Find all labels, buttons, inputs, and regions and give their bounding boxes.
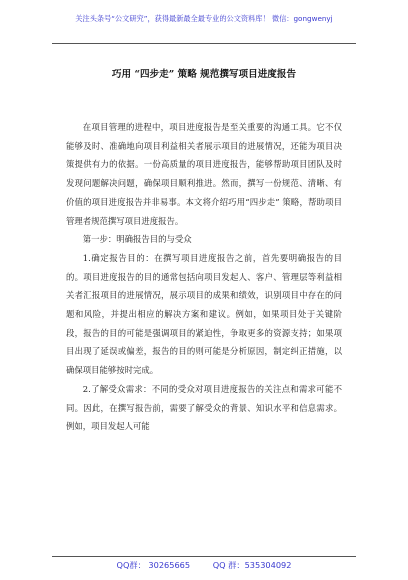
document-title: 巧用 “四步走” 策略 规范撰写项目进度报告 (111, 69, 297, 80)
footer-divider (52, 556, 356, 557)
point-one-paragraph: 1.确定报告目的：在撰写项目进度报告之前，首先要明确报告的目的。项目进度报告的目的通常包括向项目发起人、客户、管理层等利益相关者汇报项目的进展情况，展示项目的成果和绩效，识别项目中存在的问题和风险，并提出相应的解决方案和建议。例如，如果项目处于关键阶段，报告的目的可能是强调项目的紧迫性，争取更多的资源支持；如果项目出现了延误或偏差，报告的目的则可能是分析原因，制定纠正措施，以确保项目能够按时完成。 (66, 252, 342, 376)
footer-qq-group-2: QQ 群：535304092 (212, 560, 292, 570)
step-one-heading: 第一步：明确报告目的与受众 (82, 234, 192, 245)
footer-qq-group-1: QQ群： 30265665 (116, 560, 191, 570)
document-body (66, 118, 342, 436)
header-promo-text: 关注头条号“公文研究”，获得最新最全最专业的公文资料库！ 微信：gongwenyj (75, 14, 333, 23)
intro-paragraph: 在项目管理的进程中，项目进度报告是至关重要的沟通工具。它不仅能够及时、准确地向项目利益相关者展示项目的进展情况，还能为项目决策提供有力的依据。一份高质量的项目进度报告，能够帮助项目团队及时发现问题解决问题，确保项目顺利推进。然而，撰写一份规范、清晰、有价值的项目进度报告并非易事。本文将介绍巧用“四步走” 策略，帮助项目管理者规范撰写项目进度报告。 (66, 122, 342, 226)
page-header (0, 0, 408, 44)
page-footer (0, 556, 408, 580)
footer-contact (0, 560, 408, 571)
point-two-paragraph: 2.了解受众需求：不同的受众对项目进度报告的关注点和需求可能不同。因此，在撰写报告前，需要了解受众的背景、知识水平和信息需求。例如，项目发起人可能 (66, 383, 342, 432)
header-divider (52, 43, 356, 44)
